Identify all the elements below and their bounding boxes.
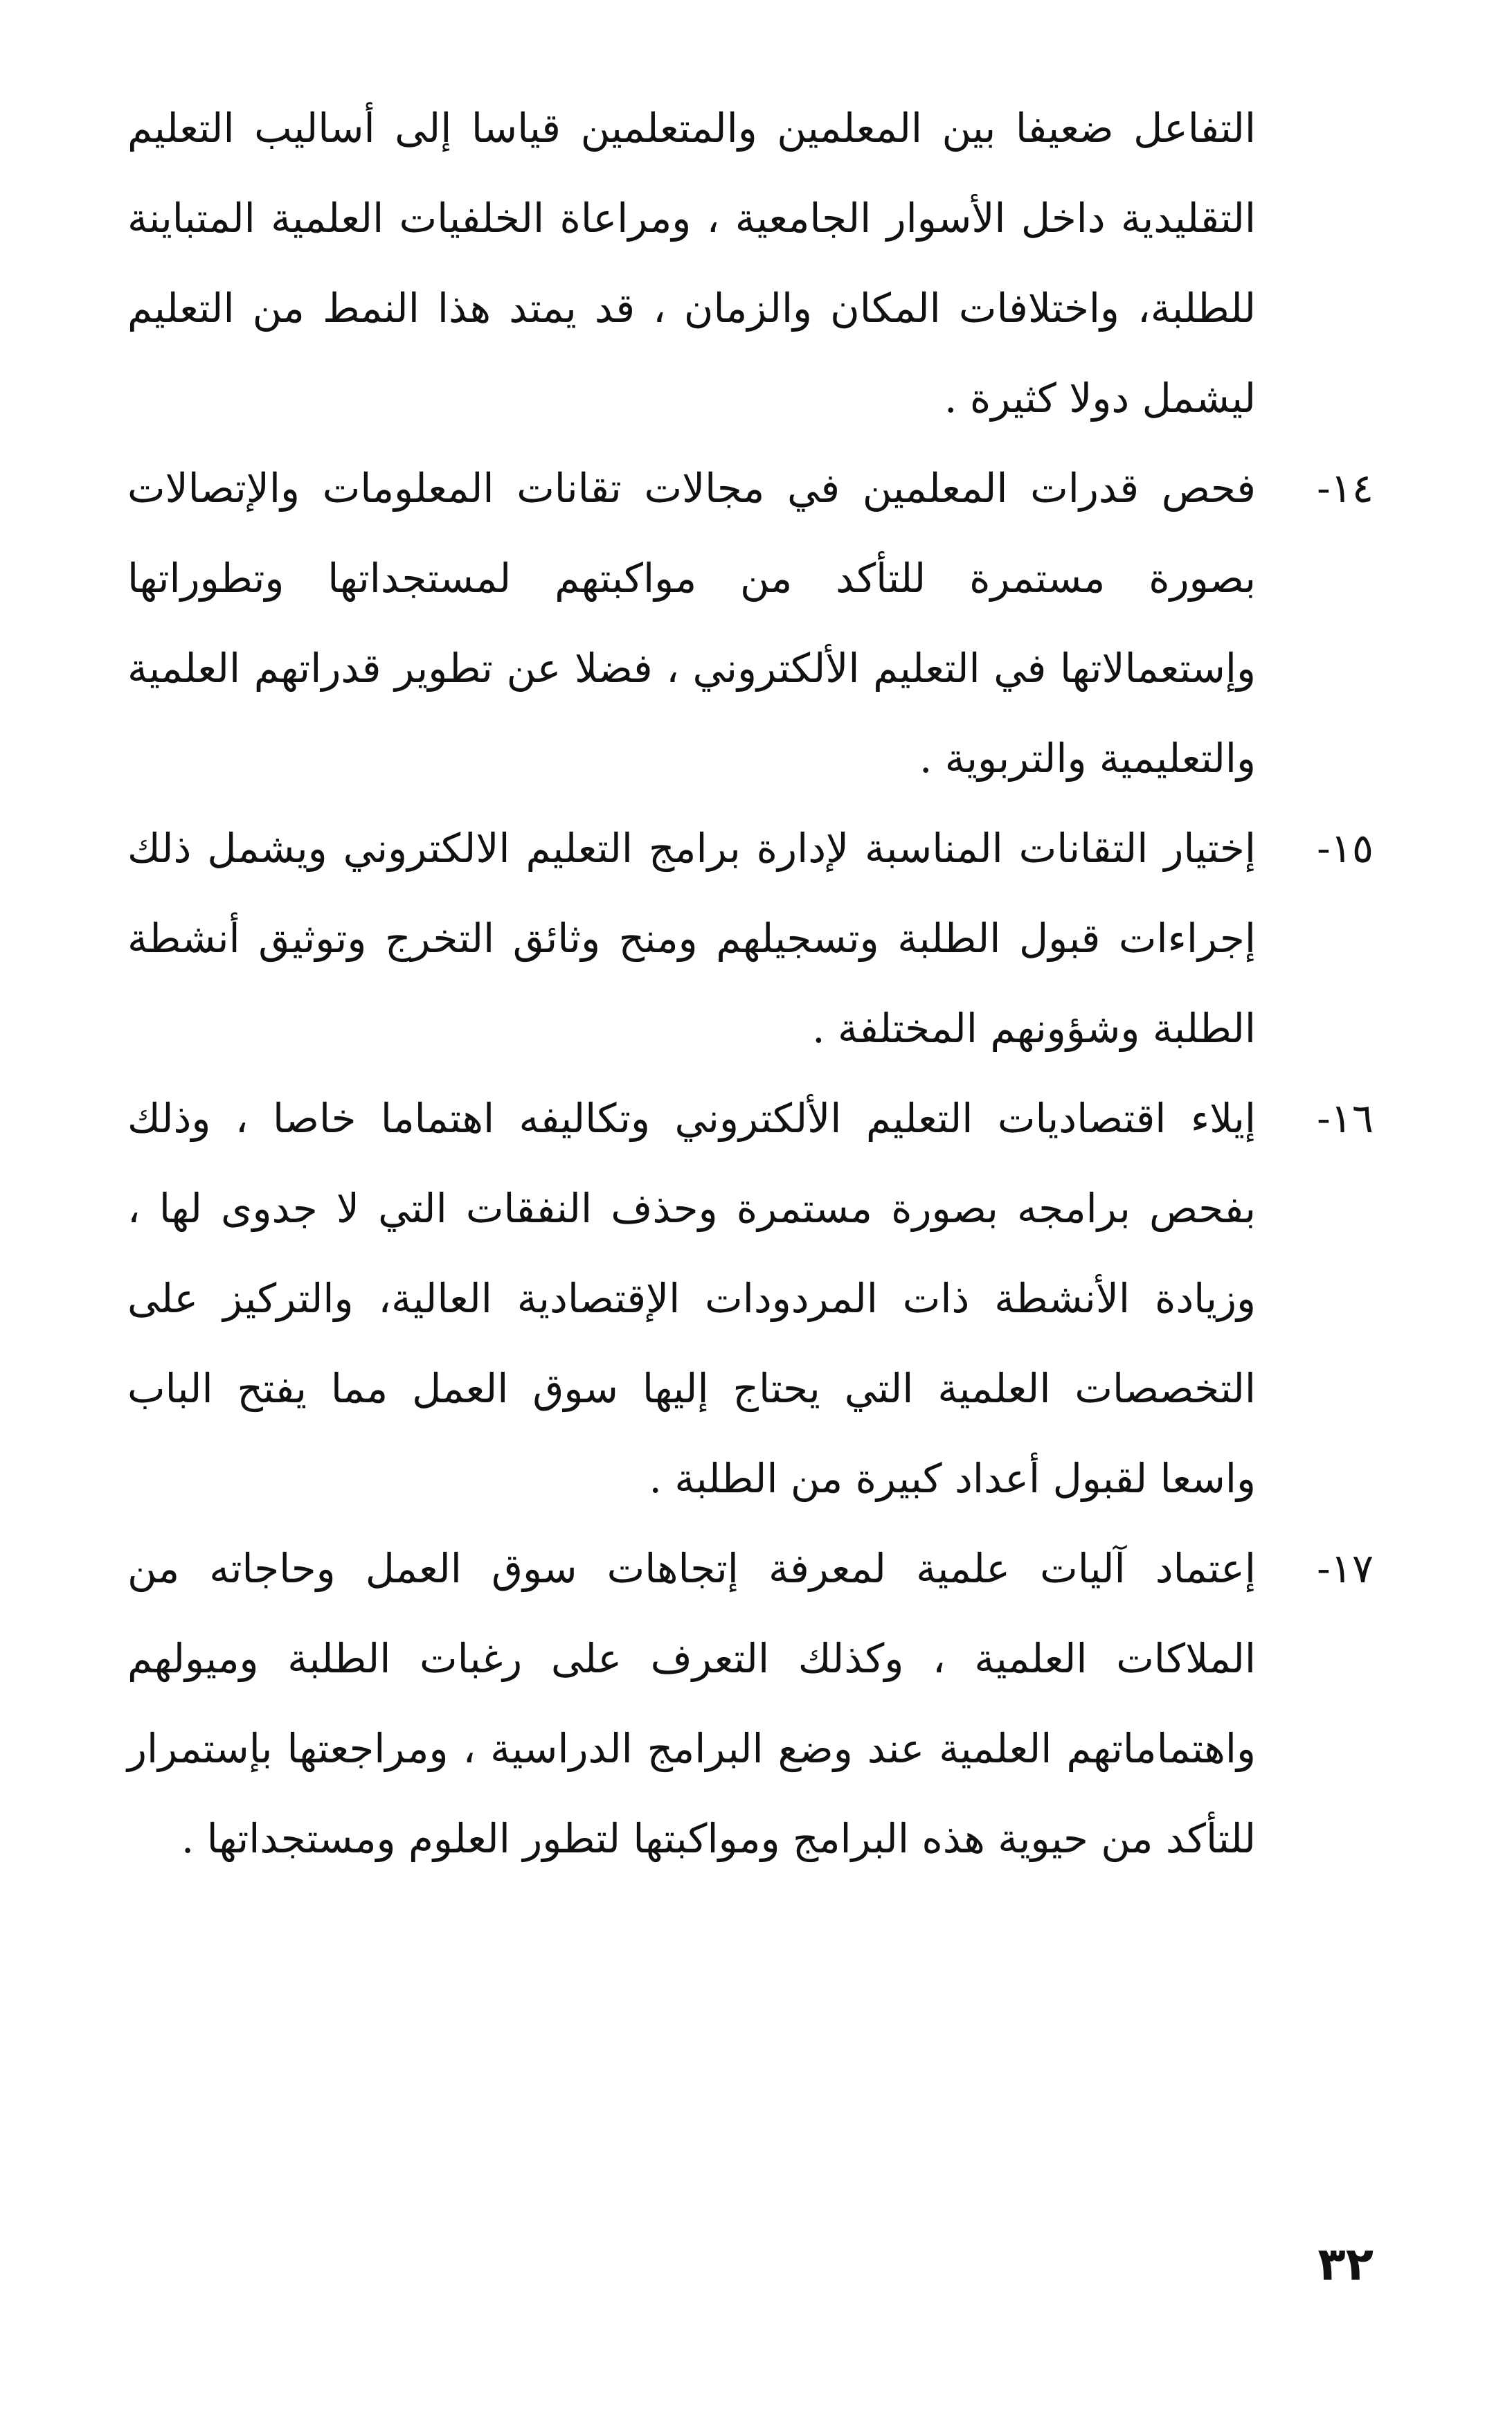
list-item-15	[127, 803, 1374, 1073]
list-item-text: إعتماد آليات علمية لمعرفة إتجاهات سوق العمل وحاجاته من الملاكات العلمية ، وكذلك التعرف على رغبات الطلبة وميولهم واهتماماتهم العلمية عند وضع البرامج الدراسية ، ومراجعتها بإستمرار للتأكد من حيوية هذه البرامج ومواكبتها لتطور العلوم ومستجداتها .	[127, 1545, 1256, 1862]
list-item-number: ١٤-	[1317, 465, 1374, 512]
list-item-14	[127, 443, 1374, 803]
list-item-number: ١٦-	[1317, 1095, 1374, 1142]
list-item-number: ١٥-	[1317, 825, 1374, 872]
list-item-17	[127, 1523, 1374, 1884]
list-item-number: ١٧-	[1317, 1545, 1374, 1592]
intro-paragraph: التفاعل ضعيفا بين المعلمين والمتعلمين قياسا إلى أساليب التعليم التقليدية داخل الأسوار الجامعية ، ومراعاة الخلفيات العلمية المتباينة للطلبة، واختلافات المكان والزمان ، قد يمتد هذا النمط من التعليم ليشمل دولا كثيرة .	[127, 105, 1256, 422]
list-item-text: إيلاء اقتصاديات التعليم الألكتروني وتكاليفه اهتماما خاصا ، وذلك بفحص برامجه بصورة مستمرة وحذف النفقات التي لا جدوى لها ، وزيادة الأنشطة ذات المردودات الإقتصادية العالية، والتركيز على التخصصات العلمية التي يحتاج إليها سوق العمل مما يفتح الباب واسعا لقبول أعداد كبيرة من الطلبة .	[127, 1095, 1256, 1502]
page-number: ٣٢	[1317, 2237, 1374, 2291]
list-item-16	[127, 1073, 1374, 1523]
list-item-text: إختيار التقانات المناسبة لإدارة برامج التعليم الالكتروني ويشمل ذلك إجراءات قبول الطلبة وتسجيلهم ومنح وثائق التخرج وتوثيق أنشطة الطلبة وشؤونهم المختلفة .	[127, 825, 1256, 1052]
body-text	[127, 83, 1374, 1884]
list-item-text: فحص قدرات المعلمين في مجالات تقانات المعلومات والإتصالات بصورة مستمرة للتأكد من مواكبتهم لمستجداتها وتطوراتها وإستعمالاتها في التعليم الألكتروني ، فضلا عن تطوير قدراتهم العلمية والتعليمية والتربوية .	[127, 465, 1256, 782]
